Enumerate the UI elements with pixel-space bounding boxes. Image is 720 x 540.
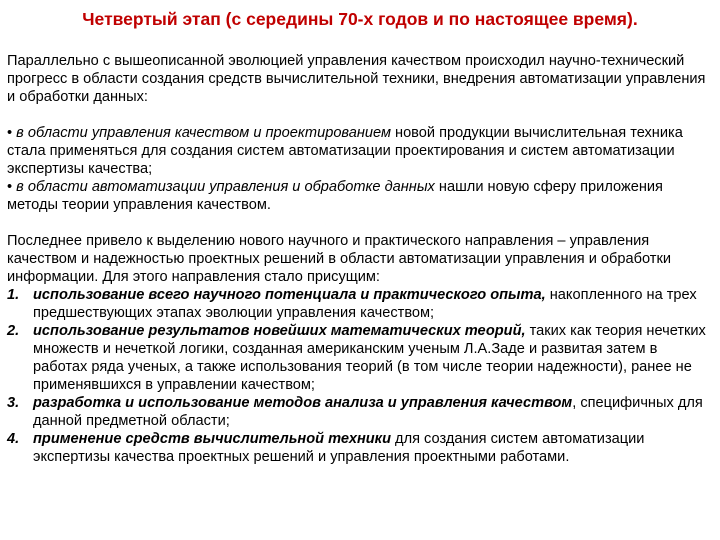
numbered-item — [7, 322, 707, 394]
item-number: 2. — [7, 323, 20, 339]
slide-content — [7, 52, 707, 466]
numbered-item — [7, 430, 707, 466]
outcome-paragraph: Последнее привело к выделению нового научного и практического направления – управления качеством и надежностью проектных решений в области автоматизации управления и обработки информации. Для этого направления стало присущим: — [7, 233, 671, 285]
bullet-marker: • — [7, 125, 13, 141]
item-body — [33, 286, 707, 322]
slide-title: Четвертый этап (с середины 70-х годов и по настоящее время). — [82, 9, 638, 29]
item-body — [33, 430, 707, 466]
item-number: 4. — [7, 431, 20, 447]
bullet-emphasis: в области управления качеством и проектированием — [16, 125, 391, 141]
item-number: 1. — [7, 287, 20, 303]
item-text: накопленного на трех предшествующих этапах эволюции управления качеством; — [33, 287, 697, 321]
bullet-marker: • — [7, 179, 13, 195]
item-emphasis: разработка и использование методов анализа и управления качеством — [33, 395, 573, 411]
item-text: таких как теория нечетких множеств и нечеткой логики, созданная американским ученым Л.А.Заде и развитая затем в работах ряда ученых, а также использования теорий (в том числе теории надежности), ранее не применявшихся в управлении качеством; — [33, 323, 706, 393]
item-emphasis: использование всего научного потенциала и практического опыта, — [33, 287, 546, 303]
item-text: для создания систем автоматизации экспертизы качества проектных решений и управления проектными работами. — [33, 431, 645, 465]
item-number: 3. — [7, 395, 20, 411]
bullet-emphasis: в области автоматизации управления и обработке данных — [16, 179, 435, 195]
item-text: , специфичных для данной предметной области; — [33, 395, 703, 429]
numbered-item — [7, 286, 707, 322]
intro-paragraph: Параллельно с вышеописанной эволюцией управления качеством происходил научно-технический прогресс в области создания средств вычислительной техники, внедрения автоматизации управления и обработки данных: — [7, 53, 706, 105]
numbered-item — [7, 394, 707, 430]
spacer — [7, 106, 707, 124]
item-emphasis: применение средств вычислительной техники — [33, 431, 391, 447]
spacer — [7, 214, 707, 232]
bullet-item — [7, 178, 707, 214]
item-body — [33, 394, 707, 430]
bullet-text: нашли новую сферу приложения методы теории управления качеством. — [7, 179, 663, 213]
bullet-item — [7, 124, 707, 178]
bullet-text: новой продукции вычислительная техника стала применяться для создания систем автоматизации проектирования и систем автоматизации экспертизы качества; — [7, 125, 683, 177]
item-body — [33, 322, 707, 394]
item-emphasis: использование результатов новейших математических теорий, — [33, 323, 526, 339]
